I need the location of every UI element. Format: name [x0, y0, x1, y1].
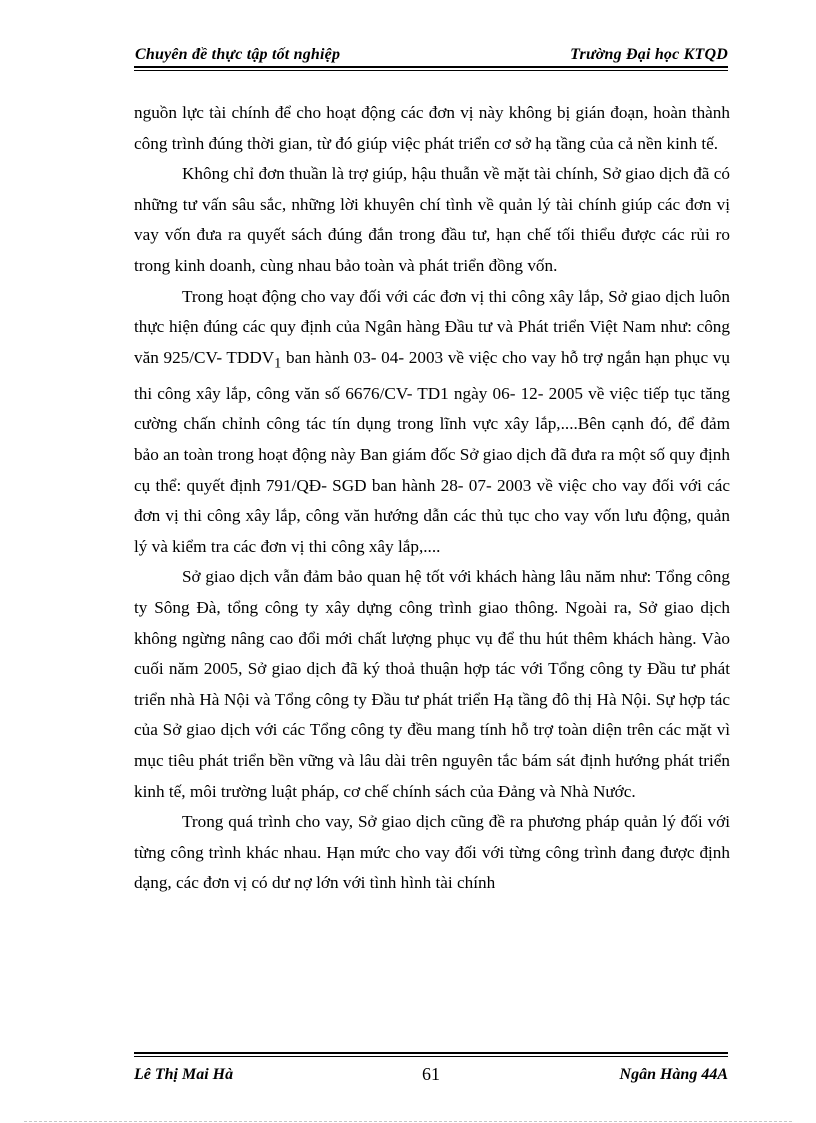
page-number: 61 — [422, 1064, 440, 1084]
paragraph-5: Trong quá trình cho vay, Sở giao dịch cũng đề ra phương pháp quản lý đối với từng công trình khác nhau. Hạn mức cho vay đối với từng công trình đang được định dạng, các đơn vị có dư nợ lớn với tình hình tài chính — [134, 812, 730, 893]
header-rule-thick — [134, 66, 728, 68]
paragraph-3 — [134, 282, 730, 563]
page-header — [134, 44, 728, 68]
header-title-right: Trường Đại học KTQD — [570, 46, 728, 63]
footer-class: Ngân Hàng 44A — [619, 1066, 728, 1083]
header-rule-thin — [134, 70, 728, 71]
footer-rule-thin — [134, 1056, 728, 1057]
body-text — [134, 98, 730, 899]
paragraph-3-part-b: ban hành 03- 04- 2003 về việc cho vay hỗ trợ ngắn hạn phục vụ thi công xây lắp, công văn số 6676/CV- TD1 ngày 06- 12- 2005 về việc tiếp tục tăng cường chấn chỉnh công tác tín dụng trong lĩnh vực xây lắp,....Bên cạnh đó, để đảm bảo an toàn trong hoạt động này Ban giám đốc Sở giao dịch đã đưa ra một số quy định cụ thể: quyết định 791/QĐ- SGD ban hành 28- 07- 2003 về việc cho vay đối với các đơn vị thi công xây lắp, công văn hướng dẫn các thủ tục cho vay vốn lưu động, quản lý và kiểm tra các đơn vị thi công xây lắp,.... — [134, 347, 730, 556]
paragraph-2: Không chỉ đơn thuần là trợ giúp, hậu thuẫn về mặt tài chính, Sở giao dịch đã có những tư vấn sâu sắc, những lời khuyên chí tình về quản lý tài chính giúp các đơn vị vay vốn đưa ra quyết sách đúng đắn trong đầu tư, hạn chế tối thiểu được các rủi ro trong kinh doanh, cùng nhau bảo toàn và phát triển đồng vốn. — [134, 164, 730, 275]
page-footer — [134, 1052, 728, 1092]
footer-author: Lê Thị Mai Hà — [134, 1066, 234, 1083]
paragraph-1: nguồn lực tài chính để cho hoạt động các đơn vị này không bị gián đoạn, hoàn thành công trình đúng thời gian, từ đó giúp việc phát triển cơ sở hạ tầng của cả nền kinh tế. — [134, 103, 730, 153]
header-title-left: Chuyên đề thực tập tốt nghiệp — [135, 46, 341, 63]
paragraph-3-subscript: 1 — [274, 355, 282, 372]
page-bottom-divider — [24, 1121, 792, 1122]
footer-rule-thick — [134, 1052, 728, 1054]
paragraph-4: Sở giao dịch vẫn đảm bảo quan hệ tốt với khách hàng lâu năm như: Tổng công ty Sông Đà, tổng công ty xây dựng công trình giao thông. Ngoài ra, Sở giao dịch không ngừng nâng cao đổi mới chất lượng phục vụ để thu hút thêm khách hàng. Vào cuối năm 2005, Sở giao dịch đã ký thoả thuận hợp tác với Tổng công ty Đầu tư phát triển nhà Hà Nội và Tổng công ty Đầu tư phát triển Hạ tầng đô thị Hà Nội. Sự hợp tác của Sở giao dịch với các Tổng công ty đều mang tính hỗ trợ toàn diện trên các mặt vì mục tiêu phát triển bền vững và lâu dài trên nguyên tắc bám sát định hướng phát triển kinh tế, môi trường luật pháp, cơ chế chính sách của Đảng và Nhà Nước. — [134, 567, 730, 801]
paragraph-3-part-a: Trong hoạt động cho vay đối với các đơn vị thi công xây lắp, Sở giao dịch luôn thực hiện đúng các quy định của Ngân hàng Đầu tư và Phát triển Việt Nam như: công văn 925/CV- TDDV — [134, 286, 730, 367]
